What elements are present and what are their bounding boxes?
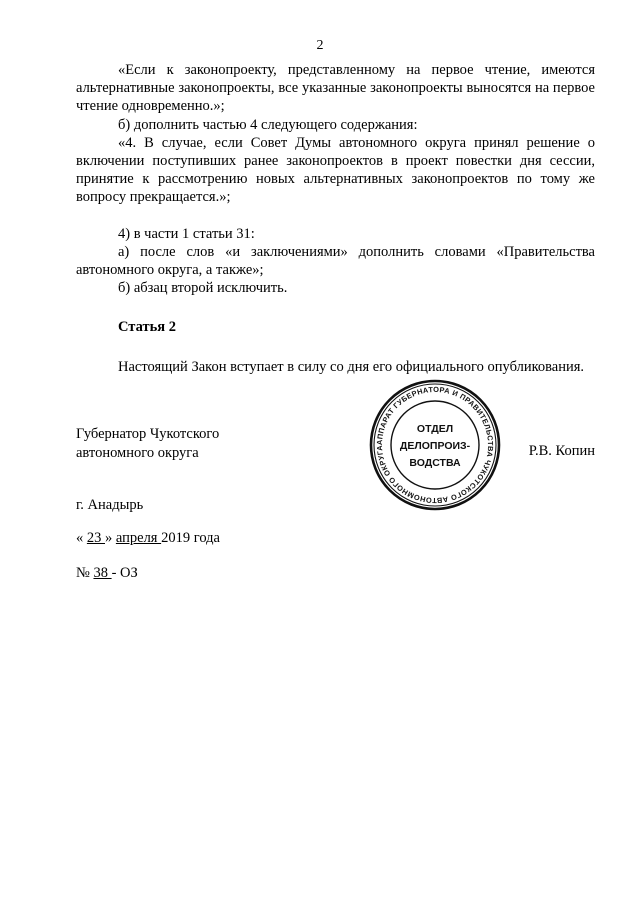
city-name: г. Анадырь <box>76 497 144 513</box>
date-year: 2019 года <box>161 530 220 546</box>
date-day: 23 <box>86 530 105 546</box>
paragraph-spacer <box>76 337 595 358</box>
paragraph-spacer <box>76 297 595 318</box>
signature-title-line-1: Губернатор Чукотского <box>76 426 220 442</box>
page-number: 2 <box>316 38 324 53</box>
date-close-quote: » <box>105 530 113 546</box>
date-month: апреля <box>115 530 162 546</box>
stamp-line-2: ДЕЛОПРОИЗ- <box>399 440 471 452</box>
signature-title-line-2: автономного округа <box>76 444 199 461</box>
number-sign: № <box>76 565 90 581</box>
date-open-quote: « <box>76 530 84 546</box>
paragraph-part-4-text: «4. В случае, если Совет Думы автономного округа принял решение о включении поступивших ранее законопроектов в проект повестки дня сессии, принятие к рассмотрению новых альтернативных законопроектов по тому же вопросу прекращается.»; <box>76 134 595 206</box>
signer-name: Р.В. Копин <box>528 443 595 459</box>
paragraph-entry-into-force: Настоящий Закон вступает в силу со дня его официального опубликования. <box>118 358 585 375</box>
law-text-body <box>76 61 595 376</box>
paragraph-article-31: 4) в части 1 статьи 31: <box>118 225 255 242</box>
stamp-line-1: ОТДЕЛ <box>416 423 454 435</box>
paragraph-alternative-bills: «Если к законопроекту, представленному на первое чтение, имеются альтернативные законопроекты, все указанные законопроекты выносятся на первое чтение одновременно.»; <box>76 62 595 115</box>
paragraph-amendment-b: б) абзац второй исключить. <box>118 280 288 297</box>
article-2-heading: Статья 2 <box>118 319 176 336</box>
paragraph-add-part-4: б) дополнить частью 4 следующего содержания: <box>118 116 418 133</box>
law-number-suffix: - ОЗ <box>111 565 138 581</box>
paragraph-spacer <box>76 207 595 225</box>
stamp-ring-text: АППАРАТ ГУБЕРНАТОРА И ПРАВИТЕЛЬСТВА ЧУКОТСКОГО АВТОНОМНОГО ОКРУГА <box>374 384 496 506</box>
law-number-line <box>76 565 138 582</box>
date-line <box>76 530 220 547</box>
signature-title <box>76 425 219 462</box>
official-seal-stamp <box>368 378 502 512</box>
stamp-line-3: ВОДСТВА <box>409 457 461 469</box>
paragraph-amendment-a: а) после слов «и заключениями» дополнить словами «Правительства автономного округа, а также»; <box>76 243 595 279</box>
law-number: 38 <box>93 565 112 581</box>
